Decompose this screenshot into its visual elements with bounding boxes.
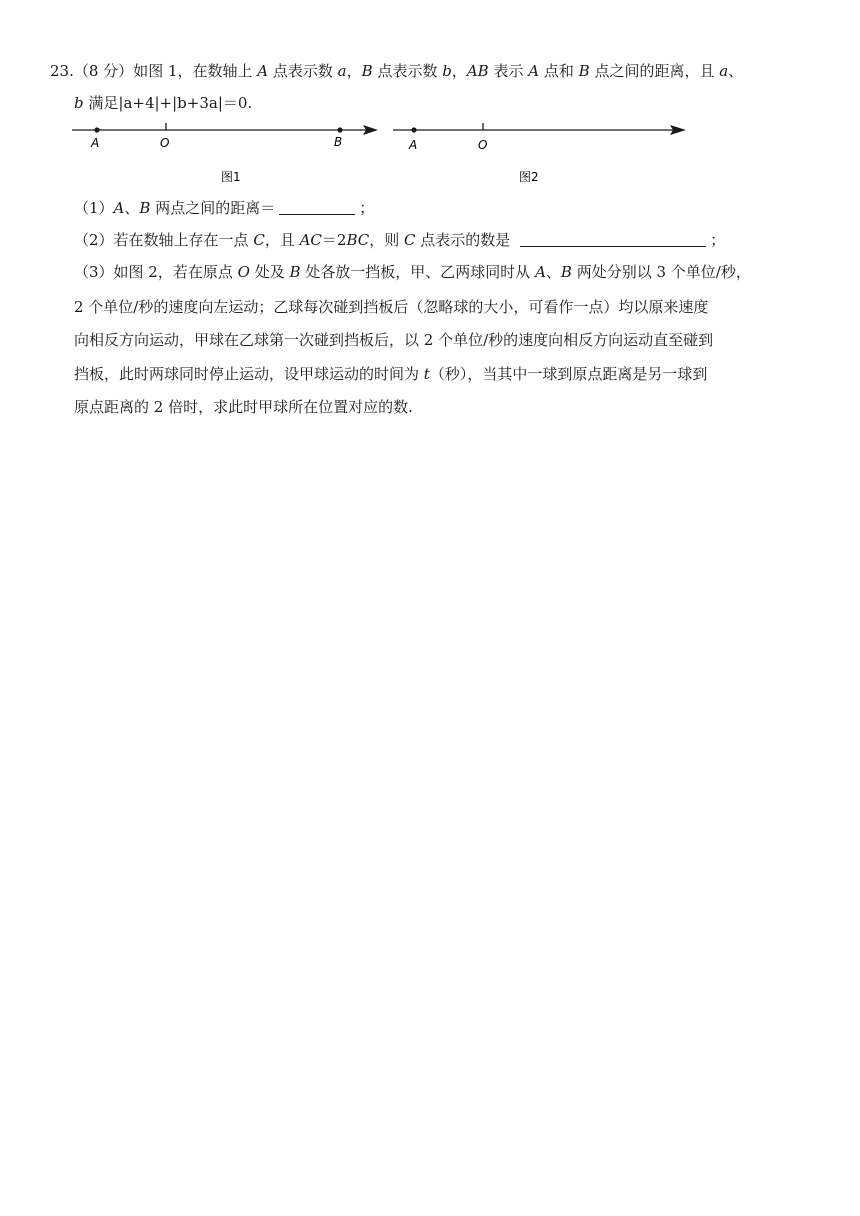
fig2-label-O: O [478,138,488,152]
question-3-line-3: 向相反方向运动，甲球在乙球第一次碰到挡板后，以 2 个单位/秒的速度向相反方向运动直至碰到 [74,331,714,349]
problem-number: 23 [50,62,70,80]
question-2: （2）若在数轴上存在一点 C，且 AC＝2BC，则 C 点表示的数是 ； [74,231,726,249]
problem-line-1: 23.（8 分）如图 1，在数轴上 A 点表示数 a，B 点表示数 b，AB 表示 A 点和 B 点之间的距离，且 a、 [50,62,744,80]
question-3-line-2: 2 个单位/秒的速度向左运动；乙球每次碰到挡板后（忽略球的大小，可看作一点）均以原来速度 [74,298,709,316]
question-3-line-1: （3）如图 2，若在原点 O 处及 B 处各放一挡板，甲、乙两球同时从 A、B 两处分别以 3 个单位/秒， [74,263,751,281]
fig2-label-A: A [409,138,418,152]
question-1: （1）A、B 两点之间的距离＝ ； [74,199,375,217]
fig1-label-O: O [160,136,170,150]
fig2-point-A-dot [411,127,416,132]
fig1-label-A: A [91,136,100,150]
fig2-caption: 图2 [519,170,539,184]
point-B-dot [337,127,342,132]
problem-score: （8 分） [73,62,134,80]
fig1-caption: 图1 [221,170,241,184]
question-3-line-5: 原点距离的 2 倍时，求此时甲球所在位置对应的数. [74,398,413,416]
figure-1-number-line [72,123,378,184]
point-A-dot [94,127,99,132]
question-3-line-4: 挡板，此时两球同时停止运动，设甲球运动的时间为 t（秒），当其中一球到原点距离是另一球到 [74,365,708,383]
problem-line-2: b 满足|a+4|+|b+3a|＝0. [74,94,253,112]
answer-blank-1[interactable] [279,200,355,215]
answer-blank-2[interactable] [520,232,706,247]
number-line-figures [0,116,860,196]
absolute-value-condition: |a+4|+|b+3a|＝0. [118,94,253,112]
fig1-label-B: B [334,135,343,149]
figure-2-number-line [393,123,686,184]
